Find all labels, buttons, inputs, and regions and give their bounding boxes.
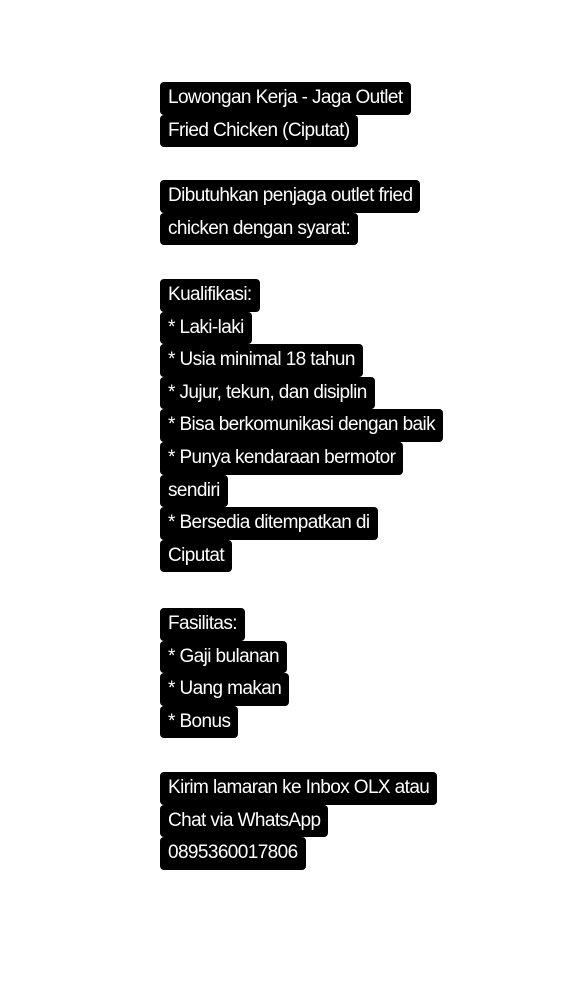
intro-block	[160, 180, 420, 245]
intro-line: Dibutuhkan penjaga outlet fried	[160, 180, 420, 213]
contact-line: Kirim lamaran ke Inbox OLX atau	[160, 772, 437, 805]
qualifications-heading: Kualifikasi:	[160, 279, 443, 312]
qualification-item: * Punya kendaraan bermotor	[160, 442, 443, 475]
facility-item: * Uang makan	[160, 673, 289, 706]
title-line: Lowongan Kerja - Jaga Outlet	[160, 82, 411, 115]
contact-line: Chat via WhatsApp	[160, 805, 437, 838]
qualification-item: * Jujur, tekun, dan disiplin	[160, 377, 443, 410]
facility-item: * Bonus	[160, 706, 289, 739]
qualification-item: * Laki-laki	[160, 312, 443, 345]
facilities-heading: Fasilitas:	[160, 608, 289, 641]
contact-block	[160, 772, 437, 870]
title-line: Fried Chicken (Ciputat)	[160, 115, 411, 148]
qualifications-block	[160, 279, 443, 572]
title-block	[160, 82, 411, 147]
intro-line: chicken dengan syarat:	[160, 213, 420, 246]
qualification-item: sendiri	[160, 475, 443, 508]
qualification-item: * Bisa berkomunikasi dengan baik	[160, 409, 443, 442]
qualification-item: Ciputat	[160, 540, 443, 573]
facilities-block	[160, 608, 289, 738]
facility-item: * Gaji bulanan	[160, 641, 289, 674]
qualification-item: * Usia minimal 18 tahun	[160, 344, 443, 377]
contact-phone: 0895360017806	[160, 837, 437, 870]
qualification-item: * Bersedia ditempatkan di	[160, 507, 443, 540]
